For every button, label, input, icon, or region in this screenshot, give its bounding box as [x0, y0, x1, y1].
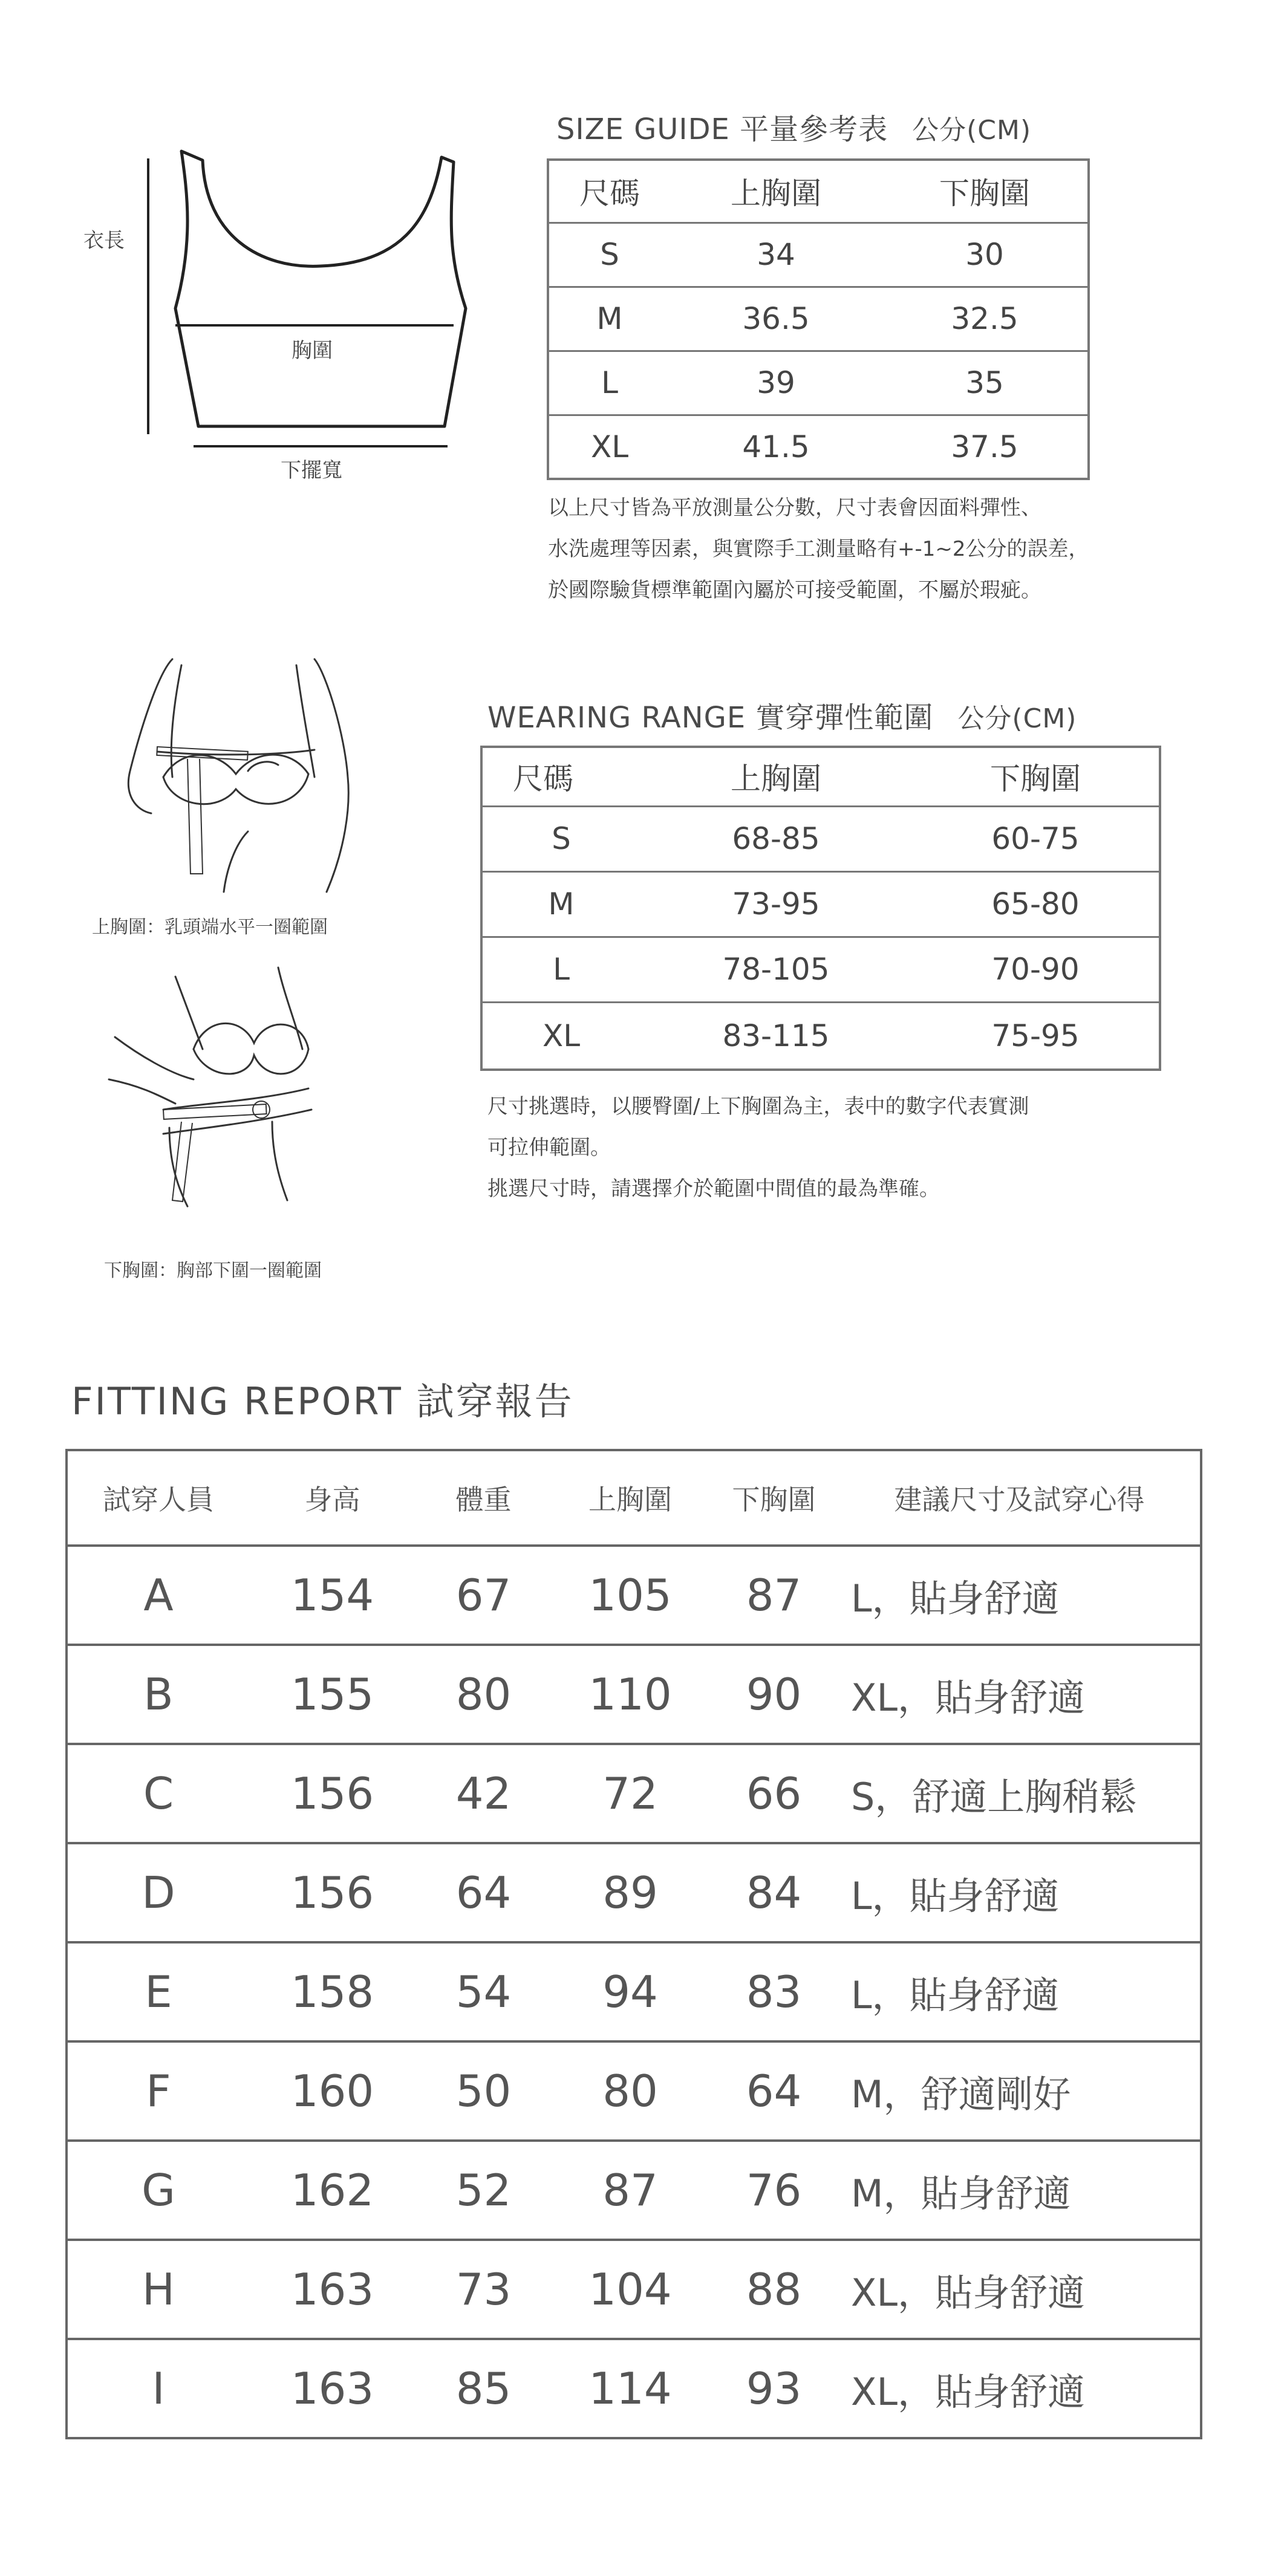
size-guide-table	[547, 158, 1090, 480]
wearing-range-title-text: WEARING RANGE 實穿彈性範圍	[487, 701, 934, 735]
header-lower-bust: 下胸圍	[732, 1483, 816, 1516]
table-row	[67, 2141, 1201, 2240]
lower-bust-cell: 76	[709, 2141, 839, 2240]
upper-bust-cell: 87	[552, 2141, 709, 2240]
size-guide-title	[556, 106, 1031, 148]
recommendation-cell: M，貼身舒適	[839, 2141, 1201, 2240]
table-row	[481, 937, 1160, 1002]
header-lower-bust: 下胸圍	[990, 761, 1081, 797]
weight-cell: 80	[415, 1645, 552, 1744]
lower-bust-cell: 83	[709, 1942, 839, 2041]
header-size: 尺碼	[579, 176, 640, 212]
bra-top-outline-icon	[79, 145, 472, 484]
upper-bust-cell: 36.5	[670, 287, 882, 351]
upper-bust-measure-icon	[115, 650, 369, 904]
size-cell: M	[481, 871, 640, 937]
fitting-report-title: FITTING REPORT 試穿報告	[71, 1379, 574, 1423]
lower-bust-cell: 66	[709, 1744, 839, 1843]
table-row	[67, 1744, 1201, 1843]
table-row	[67, 1645, 1201, 1744]
upper-bust-cell: 89	[552, 1843, 709, 1942]
upper-bust-cell: 41.5	[670, 415, 882, 479]
table-row	[67, 1546, 1201, 1645]
recommendation-cell: XL，貼身舒適	[839, 1645, 1201, 1744]
lower-bust-cell: 90	[709, 1645, 839, 1744]
fitting-report-table	[65, 1449, 1202, 2439]
size-cell: S	[548, 223, 670, 287]
table-row	[548, 351, 1089, 415]
height-cell: 156	[249, 1744, 415, 1843]
weight-cell: 73	[415, 2240, 552, 2339]
tester-cell: C	[67, 1744, 249, 1843]
upper-bust-figure	[115, 650, 369, 904]
wearing-range-notes	[487, 1086, 1029, 1209]
upper-bust-cell: 78-105	[640, 937, 912, 1002]
weight-cell: 85	[415, 2339, 552, 2438]
lower-bust-figure	[103, 958, 339, 1212]
note-line: 可拉伸範圍。	[487, 1136, 611, 1160]
lower-bust-cell: 35	[882, 351, 1089, 415]
lower-bust-cell: 87	[709, 1546, 839, 1645]
size-cell: XL	[481, 1002, 640, 1070]
tester-cell: G	[67, 2141, 249, 2240]
tester-cell: F	[67, 2041, 249, 2141]
header-recommendation: 建議尺寸及試穿心得	[894, 1483, 1145, 1516]
height-cell: 163	[249, 2240, 415, 2339]
lower-bust-caption: 下胸圍：胸部下圍一圈範圍	[104, 1260, 322, 1281]
recommendation-cell: L，貼身舒適	[839, 1942, 1201, 2041]
table-row	[548, 415, 1089, 479]
header-upper-bust: 上胸圍	[588, 1483, 672, 1516]
table-row	[548, 223, 1089, 287]
height-cell: 158	[249, 1942, 415, 2041]
height-cell: 163	[249, 2339, 415, 2438]
table-row	[67, 2339, 1201, 2438]
size-guide-title-text: SIZE GUIDE 平量參考表	[556, 112, 888, 146]
size-cell: S	[481, 806, 640, 871]
lower-bust-cell: 93	[709, 2339, 839, 2438]
table-row	[67, 1843, 1201, 1942]
lower-bust-cell: 84	[709, 1843, 839, 1942]
tester-cell: E	[67, 1942, 249, 2041]
note-line: 挑選尺寸時，請選擇介於範圍中間值的最為準確。	[487, 1177, 940, 1201]
upper-bust-cell: 39	[670, 351, 882, 415]
size-cell: XL	[548, 415, 670, 479]
bust-label: 胸圍	[292, 339, 333, 363]
upper-bust-cell: 110	[552, 1645, 709, 1744]
tester-cell: H	[67, 2240, 249, 2339]
wearing-range-unit: 公分(CM)	[957, 703, 1077, 734]
garment-diagram	[79, 145, 472, 484]
weight-cell: 42	[415, 1744, 552, 1843]
weight-cell: 64	[415, 1843, 552, 1942]
wearing-range-table	[480, 746, 1161, 1071]
note-line: 水洗處理等因素，與實際手工測量略有+-1~2公分的誤差，	[548, 537, 1089, 561]
upper-bust-cell: 114	[552, 2339, 709, 2438]
lower-bust-cell: 64	[709, 2041, 839, 2141]
height-cell: 155	[249, 1645, 415, 1744]
upper-bust-cell: 72	[552, 1744, 709, 1843]
upper-bust-cell: 105	[552, 1546, 709, 1645]
height-cell: 160	[249, 2041, 415, 2141]
recommendation-cell: L，貼身舒適	[839, 1843, 1201, 1942]
header-upper-bust: 上胸圍	[731, 176, 821, 212]
note-line: 於國際驗貨標準範圍內屬於可接受範圍，不屬於瑕疵。	[548, 578, 1041, 602]
header-height: 身高	[304, 1483, 360, 1516]
lower-bust-cell: 75-95	[912, 1002, 1160, 1070]
size-guide-notes	[548, 487, 1089, 611]
tester-cell: D	[67, 1843, 249, 1942]
weight-cell: 52	[415, 2141, 552, 2240]
lower-bust-measure-icon	[103, 958, 339, 1212]
size-cell: L	[548, 351, 670, 415]
lower-bust-cell: 32.5	[882, 287, 1089, 351]
header-upper-bust: 上胸圍	[731, 761, 821, 797]
recommendation-cell: XL，貼身舒適	[839, 2339, 1201, 2438]
size-guide-unit: 公分(CM)	[912, 115, 1032, 146]
note-line: 尺寸挑選時，以腰臀圍/上下胸圍為主，表中的數字代表實測	[487, 1094, 1029, 1119]
upper-bust-cell: 80	[552, 2041, 709, 2141]
lower-bust-cell: 65-80	[912, 871, 1160, 937]
weight-cell: 67	[415, 1546, 552, 1645]
table-row	[481, 806, 1160, 871]
height-cell: 154	[249, 1546, 415, 1645]
table-header-row	[67, 1450, 1201, 1546]
lower-bust-cell: 70-90	[912, 937, 1160, 1002]
lower-bust-cell: 88	[709, 2240, 839, 2339]
height-cell: 156	[249, 1843, 415, 1942]
lower-bust-cell: 30	[882, 223, 1089, 287]
table-row	[67, 2041, 1201, 2141]
upper-bust-cell: 83-115	[640, 1002, 912, 1070]
upper-bust-cell: 94	[552, 1942, 709, 2041]
recommendation-cell: M，舒適剛好	[839, 2041, 1201, 2141]
hem-label: 下擺寬	[281, 458, 342, 483]
table-header-row	[481, 747, 1160, 806]
tester-cell: A	[67, 1546, 249, 1645]
header-tester: 試穿人員	[103, 1483, 214, 1516]
recommendation-cell: L，貼身舒適	[839, 1546, 1201, 1645]
height-cell: 162	[249, 2141, 415, 2240]
lower-bust-cell: 37.5	[882, 415, 1089, 479]
table-row	[481, 1002, 1160, 1070]
upper-bust-cell: 104	[552, 2240, 709, 2339]
table-header-row	[548, 160, 1089, 223]
table-row	[481, 871, 1160, 937]
lower-bust-cell: 60-75	[912, 806, 1160, 871]
wearing-range-title	[487, 694, 1077, 736]
header-size: 尺碼	[513, 761, 573, 797]
upper-bust-cell: 34	[670, 223, 882, 287]
table-row	[548, 287, 1089, 351]
header-weight: 體重	[455, 1483, 512, 1516]
table-row	[67, 1942, 1201, 2041]
weight-cell: 54	[415, 1942, 552, 2041]
recommendation-cell: XL，貼身舒適	[839, 2240, 1201, 2339]
size-cell: M	[548, 287, 670, 351]
weight-cell: 50	[415, 2041, 552, 2141]
length-label: 衣長	[83, 229, 125, 253]
tester-cell: I	[67, 2339, 249, 2438]
recommendation-cell: S，舒適上胸稍鬆	[839, 1744, 1201, 1843]
size-cell: L	[481, 937, 640, 1002]
table-row	[67, 2240, 1201, 2339]
note-line: 以上尺寸皆為平放測量公分數，尺寸表會因面料彈性、	[548, 496, 1041, 520]
upper-bust-caption: 上胸圍：乳頭端水平一圈範圍	[92, 917, 328, 938]
upper-bust-cell: 68-85	[640, 806, 912, 871]
upper-bust-cell: 73-95	[640, 871, 912, 937]
header-lower-bust: 下胸圍	[939, 176, 1030, 212]
tester-cell: B	[67, 1645, 249, 1744]
